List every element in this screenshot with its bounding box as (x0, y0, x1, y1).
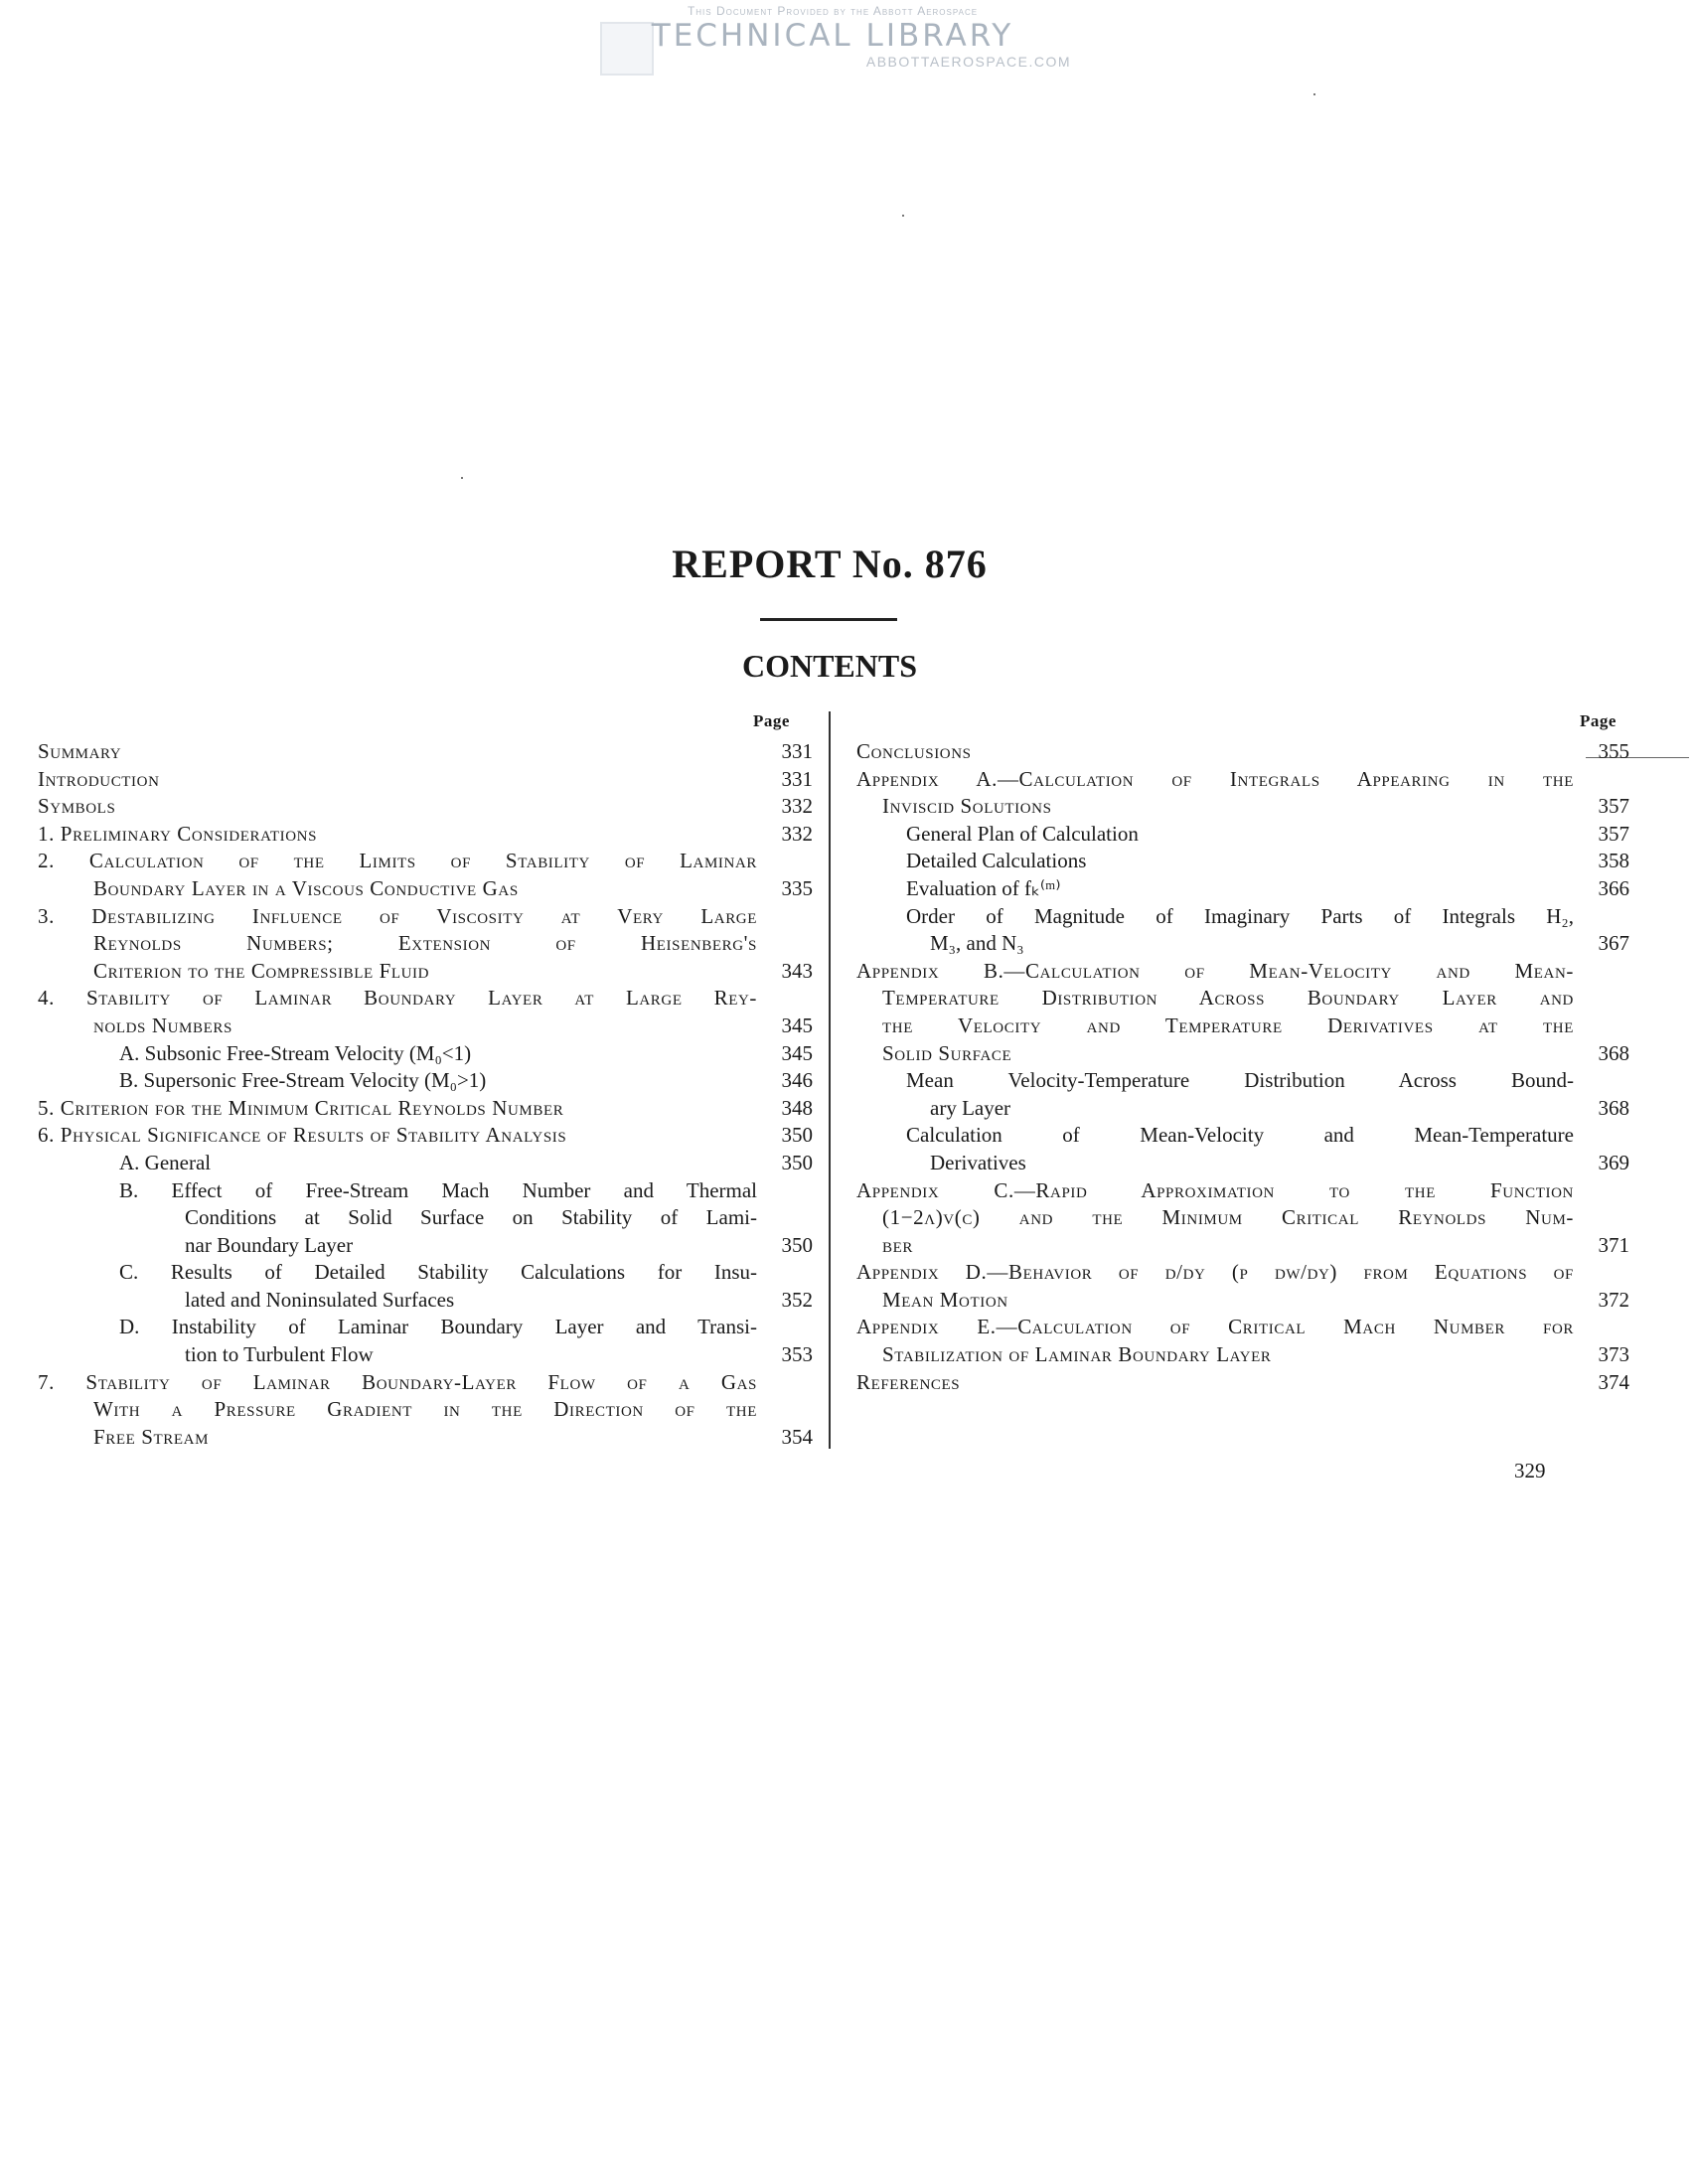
toc-entry[interactable] (38, 793, 813, 821)
toc-entry-text: Conditions at Solid Surface on Stability of Lami- (185, 1205, 757, 1230)
watermark-url: ABBOTTAEROSPACE.COM (865, 54, 1071, 70)
toc-entry[interactable] (856, 958, 1629, 1067)
toc-entry[interactable] (856, 875, 1629, 903)
toc-page-number: 371 (1598, 1232, 1629, 1257)
toc-entry[interactable] (856, 738, 1629, 766)
toc-page-number: 374 (1598, 1369, 1629, 1394)
toc-entry-text: 5. Criterion for the Minimum Critical Reynolds Number (38, 1095, 564, 1120)
left-entry-list (38, 738, 813, 1451)
toc-page-number: 369 (1598, 1150, 1629, 1174)
toc-page-number: 350 (781, 1123, 813, 1148)
toc-entry-text: A. Subsonic Free-Stream Velocity (M₀<1) (119, 1040, 472, 1065)
toc-entry[interactable] (38, 1259, 813, 1314)
toc-page-number: 358 (1598, 849, 1629, 873)
toc-entry-text: ary Layer (930, 1095, 1011, 1120)
toc-entry-text: Criterion to the Compressible Fluid (93, 958, 430, 983)
toc-entry[interactable] (856, 1259, 1629, 1314)
toc-entry[interactable] (38, 738, 813, 766)
toc-entry[interactable] (38, 1369, 813, 1452)
toc-entry-text: M₃, and N₃ (930, 931, 1024, 956)
toc-page-number: 345 (781, 1013, 813, 1037)
toc-entry[interactable] (38, 1314, 813, 1368)
toc-entry-text: Free Stream (93, 1424, 210, 1449)
toc-entry-text: 4. Stability of Laminar Boundary Layer at Large Rey- (38, 986, 757, 1011)
toc-page-number: 346 (781, 1068, 813, 1093)
toc-entry[interactable] (38, 766, 813, 794)
toc-entry[interactable] (856, 1122, 1629, 1176)
toc-page-number: 331 (781, 766, 813, 791)
toc-page-number: 366 (1598, 875, 1629, 900)
toc-entry-text: Evaluation of fₖ⁽ᵐ⁾ (906, 875, 1061, 900)
toc-entry[interactable] (856, 848, 1629, 875)
toc-page-number: 332 (781, 821, 813, 846)
toc-entry-text: C. Results of Detailed Stability Calculations for Insu- (119, 1260, 757, 1285)
toc-page-number: 354 (781, 1424, 813, 1449)
toc-entry-text: tion to Turbulent Flow (185, 1342, 374, 1367)
toc-entry-text: lated and Noninsulated Surfaces (185, 1287, 455, 1312)
toc-entry[interactable] (38, 1150, 813, 1177)
toc-entry[interactable] (856, 1177, 1629, 1260)
toc-entry-text: Symbols (38, 794, 116, 819)
toc-page-number: 350 (781, 1232, 813, 1257)
toc-entry-text: 6. Physical Significance of Results of Stability Analysis (38, 1123, 567, 1148)
toc-entry-text: Appendix C.—Rapid Approximation to the Function (856, 1177, 1574, 1202)
watermark (594, 4, 1071, 74)
toc-entry-text: Detailed Calculations (906, 849, 1087, 873)
toc-entry-text: Solid Surface (882, 1040, 1012, 1065)
toc-page-number: 335 (781, 875, 813, 900)
toc-entry[interactable] (38, 903, 813, 986)
toc-entry[interactable] (856, 1369, 1629, 1397)
toc-entry[interactable] (38, 821, 813, 849)
page-column-header: Page (753, 711, 790, 730)
toc-entry-text: 2. Calculation of the Limits of Stability of Laminar (38, 849, 757, 873)
toc-page-number: 373 (1598, 1342, 1629, 1367)
toc-entry-text: D. Instability of Laminar Boundary Layer and Transi- (119, 1315, 757, 1339)
toc-page-number: 368 (1598, 1095, 1629, 1120)
toc-entry[interactable] (38, 1177, 813, 1260)
toc-page-number: 357 (1598, 821, 1629, 846)
toc-entry-text: Mean Motion (882, 1287, 1008, 1312)
toc-entry[interactable] (856, 821, 1629, 849)
toc-entry-text: Mean Velocity-Temperature Distribution Across Bound- (906, 1068, 1574, 1093)
toc-entry-text: Inviscid Solutions (882, 794, 1052, 819)
toc-entry[interactable] (38, 985, 813, 1039)
toc-entry[interactable] (38, 848, 813, 902)
toc-entry-text: Introduction (38, 766, 160, 791)
toc-entry-text: Calculation of Mean-Velocity and Mean-Temperature (906, 1123, 1574, 1148)
toc-entry-text: (1−2λ)v(c) and the Minimum Critical Reynolds Num- (882, 1205, 1574, 1230)
toc-entry-text: 3. Destabilizing Influence of Viscosity at Very Large (38, 903, 757, 928)
toc-entry-text: Summary (38, 739, 122, 763)
title-rule (760, 618, 897, 621)
toc-entry[interactable] (856, 1067, 1629, 1122)
toc-page-number: 331 (781, 739, 813, 763)
scan-speck (461, 477, 463, 479)
toc-entry-text: Boundary Layer in a Viscous Conductive Gas (93, 875, 519, 900)
toc-entry-text: B. Supersonic Free-Stream Velocity (M₀>1) (119, 1068, 487, 1093)
toc-page-number: 372 (1598, 1287, 1629, 1312)
toc-entry[interactable] (856, 766, 1629, 821)
toc-entry-text: Appendix B.—Calculation of Mean-Velocity and Mean- (856, 958, 1574, 983)
toc-entry-text: B. Effect of Free-Stream Mach Number and Thermal (119, 1177, 757, 1202)
toc-entry-text: References (856, 1369, 961, 1394)
toc-page-number: 357 (1598, 794, 1629, 819)
page-number: 329 (1514, 1459, 1546, 1482)
toc-entry-text: Order of Magnitude of Imaginary Parts of Integrals H₂, (906, 903, 1574, 928)
toc-entry[interactable] (38, 1095, 813, 1123)
toc-entry[interactable] (856, 1314, 1629, 1368)
scan-speck (902, 215, 904, 217)
toc-entry-text: 1. Preliminary Considerations (38, 821, 318, 846)
toc-page-number: 343 (781, 958, 813, 983)
report-title: REPORT No. 876 (672, 542, 988, 586)
toc-entry-text: Conclusions (856, 739, 972, 763)
toc-entry-text: nar Boundary Layer (185, 1232, 354, 1257)
toc-entry-text: General Plan of Calculation (906, 821, 1139, 846)
toc-page-number: 367 (1598, 931, 1629, 956)
watermark-provided-by: This Document Provided by the Abbott Aerospace (687, 4, 979, 18)
toc-page-number: 355 (1598, 739, 1629, 763)
toc-entry-text: Appendix A.—Calculation of Integrals Appearing in the (856, 766, 1574, 791)
toc-entry-text: 7. Stability of Laminar Boundary-Layer Flow of a Gas (38, 1369, 757, 1394)
toc-entry-text: nolds Numbers (93, 1013, 232, 1037)
toc-page-number: 350 (781, 1150, 813, 1174)
toc-entry-text: Derivatives (930, 1150, 1026, 1174)
toc-entry-text: Appendix D.—Behavior of d/dy (ρ dw/dy) from Equations of (856, 1260, 1574, 1285)
toc-entry-text: ber (882, 1232, 913, 1257)
contents-heading: CONTENTS (741, 648, 918, 684)
toc-entry-text: Appendix E.—Calculation of Critical Mach Number for (856, 1315, 1574, 1339)
toc-entry-text: Temperature Distribution Across Boundary Layer and (882, 986, 1574, 1011)
right-entry-list (856, 738, 1629, 1396)
scan-speck (1313, 93, 1315, 95)
toc-page-number: 368 (1598, 1040, 1629, 1065)
toc-entry[interactable] (856, 903, 1629, 958)
toc-entry[interactable] (38, 1067, 813, 1095)
toc-entry-text: Stabilization of Laminar Boundary Layer (882, 1342, 1272, 1367)
toc-page-number: 353 (781, 1342, 813, 1367)
watermark-library: TECHNICAL LIBRARY (651, 18, 1014, 54)
toc-entry-text: the Velocity and Temperature Derivatives at the (882, 1013, 1574, 1037)
toc-page-number: 332 (781, 794, 813, 819)
toc-page-number: 352 (781, 1287, 813, 1312)
toc-entry-text: With a Pressure Gradient in the Direction of the (93, 1397, 757, 1422)
toc-entry[interactable] (38, 1122, 813, 1150)
toc-entry[interactable] (38, 1040, 813, 1068)
column-divider (829, 711, 831, 1449)
page-column-header: Page (1580, 711, 1617, 730)
toc-page-number: 345 (781, 1040, 813, 1065)
toc-page-number: 348 (781, 1095, 813, 1120)
toc-entry-text: Reynolds Numbers; Extension of Heisenberg's (93, 931, 757, 956)
toc-entry-text: A. General (119, 1150, 212, 1174)
